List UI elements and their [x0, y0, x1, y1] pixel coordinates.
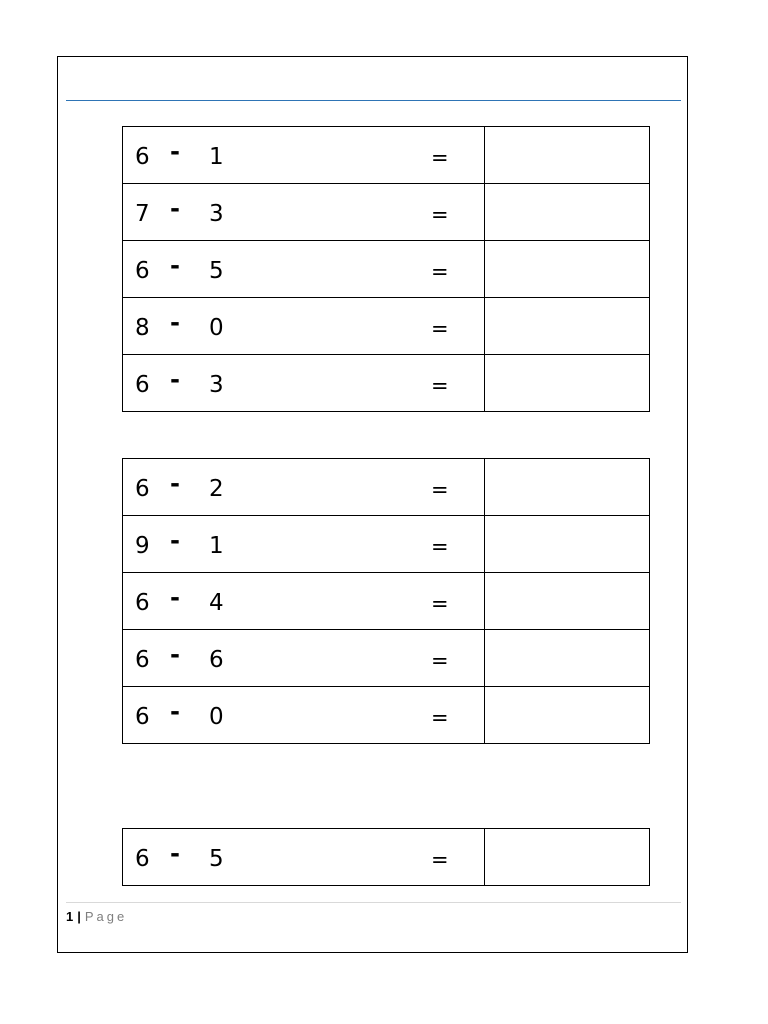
minuend: 6: [135, 647, 150, 674]
answer-box[interactable]: [485, 687, 650, 744]
subtrahend: 1: [209, 533, 224, 560]
problem-expression: [123, 573, 485, 630]
equals-sign: =: [431, 373, 449, 398]
minuend: 6: [135, 144, 150, 171]
footer-separator: |: [77, 909, 81, 924]
page-footer: [66, 909, 127, 924]
subtrahend: 5: [209, 258, 224, 285]
problem-expression: [123, 355, 485, 412]
problem-row: [123, 459, 650, 516]
equals-sign: =: [431, 259, 449, 284]
equals-sign: =: [431, 591, 449, 616]
minuend: 8: [135, 315, 150, 342]
page-word: Page: [84, 909, 128, 924]
minus-sign: -: [170, 308, 180, 337]
equals-sign: =: [431, 705, 449, 730]
problem-expression: [123, 298, 485, 355]
minus-sign: -: [170, 640, 180, 669]
answer-box[interactable]: [485, 355, 650, 412]
equals-sign: =: [431, 145, 449, 170]
minuend: 7: [135, 201, 150, 228]
minus-sign: -: [170, 839, 180, 868]
page-number: 1: [66, 909, 74, 924]
answer-box[interactable]: [485, 573, 650, 630]
worksheet-page: [57, 56, 688, 953]
minus-sign: -: [170, 251, 180, 280]
equals-sign: =: [431, 316, 449, 341]
answer-box[interactable]: [485, 241, 650, 298]
problem-expression: [123, 687, 485, 744]
subtrahend: 3: [209, 372, 224, 399]
equals-sign: =: [431, 847, 449, 872]
minuend: 6: [135, 590, 150, 617]
minus-sign: -: [170, 526, 180, 555]
equals-sign: =: [431, 202, 449, 227]
minus-sign: -: [170, 583, 180, 612]
minuend: 9: [135, 533, 150, 560]
problem-row: [123, 630, 650, 687]
answer-box[interactable]: [485, 184, 650, 241]
subtrahend: 1: [209, 144, 224, 171]
subtrahend: 2: [209, 476, 224, 503]
problem-table-3: [122, 828, 650, 886]
footer-rule: [66, 902, 681, 903]
problem-expression: [123, 829, 485, 886]
problem-expression: [123, 127, 485, 184]
answer-box[interactable]: [485, 829, 650, 886]
answer-box[interactable]: [485, 516, 650, 573]
minus-sign: -: [170, 137, 180, 166]
subtrahend: 3: [209, 201, 224, 228]
subtrahend: 0: [209, 315, 224, 342]
minuend: 6: [135, 846, 150, 873]
subtrahend: 4: [209, 590, 224, 617]
subtrahend: 0: [209, 704, 224, 731]
problem-table-2: [122, 458, 650, 744]
problem-expression: [123, 516, 485, 573]
problem-row: [123, 355, 650, 412]
minuend: 6: [135, 258, 150, 285]
minus-sign: -: [170, 697, 180, 726]
problem-row: [123, 573, 650, 630]
problem-row: [123, 127, 650, 184]
problem-expression: [123, 241, 485, 298]
answer-box[interactable]: [485, 630, 650, 687]
equals-sign: =: [431, 477, 449, 502]
minus-sign: -: [170, 365, 180, 394]
problem-table-1: [122, 126, 650, 412]
answer-box[interactable]: [485, 459, 650, 516]
minus-sign: -: [170, 194, 180, 223]
problem-row: [123, 516, 650, 573]
problem-row: [123, 829, 650, 886]
problem-row: [123, 184, 650, 241]
equals-sign: =: [431, 648, 449, 673]
minuend: 6: [135, 372, 150, 399]
problem-expression: [123, 630, 485, 687]
problem-expression: [123, 459, 485, 516]
subtrahend: 6: [209, 647, 224, 674]
minuend: 6: [135, 704, 150, 731]
problem-row: [123, 298, 650, 355]
problem-row: [123, 241, 650, 298]
minuend: 6: [135, 476, 150, 503]
problem-row: [123, 687, 650, 744]
minus-sign: -: [170, 469, 180, 498]
equals-sign: =: [431, 534, 449, 559]
answer-box[interactable]: [485, 298, 650, 355]
answer-box[interactable]: [485, 127, 650, 184]
subtrahend: 5: [209, 846, 224, 873]
header-rule: [66, 100, 681, 101]
problem-expression: [123, 184, 485, 241]
